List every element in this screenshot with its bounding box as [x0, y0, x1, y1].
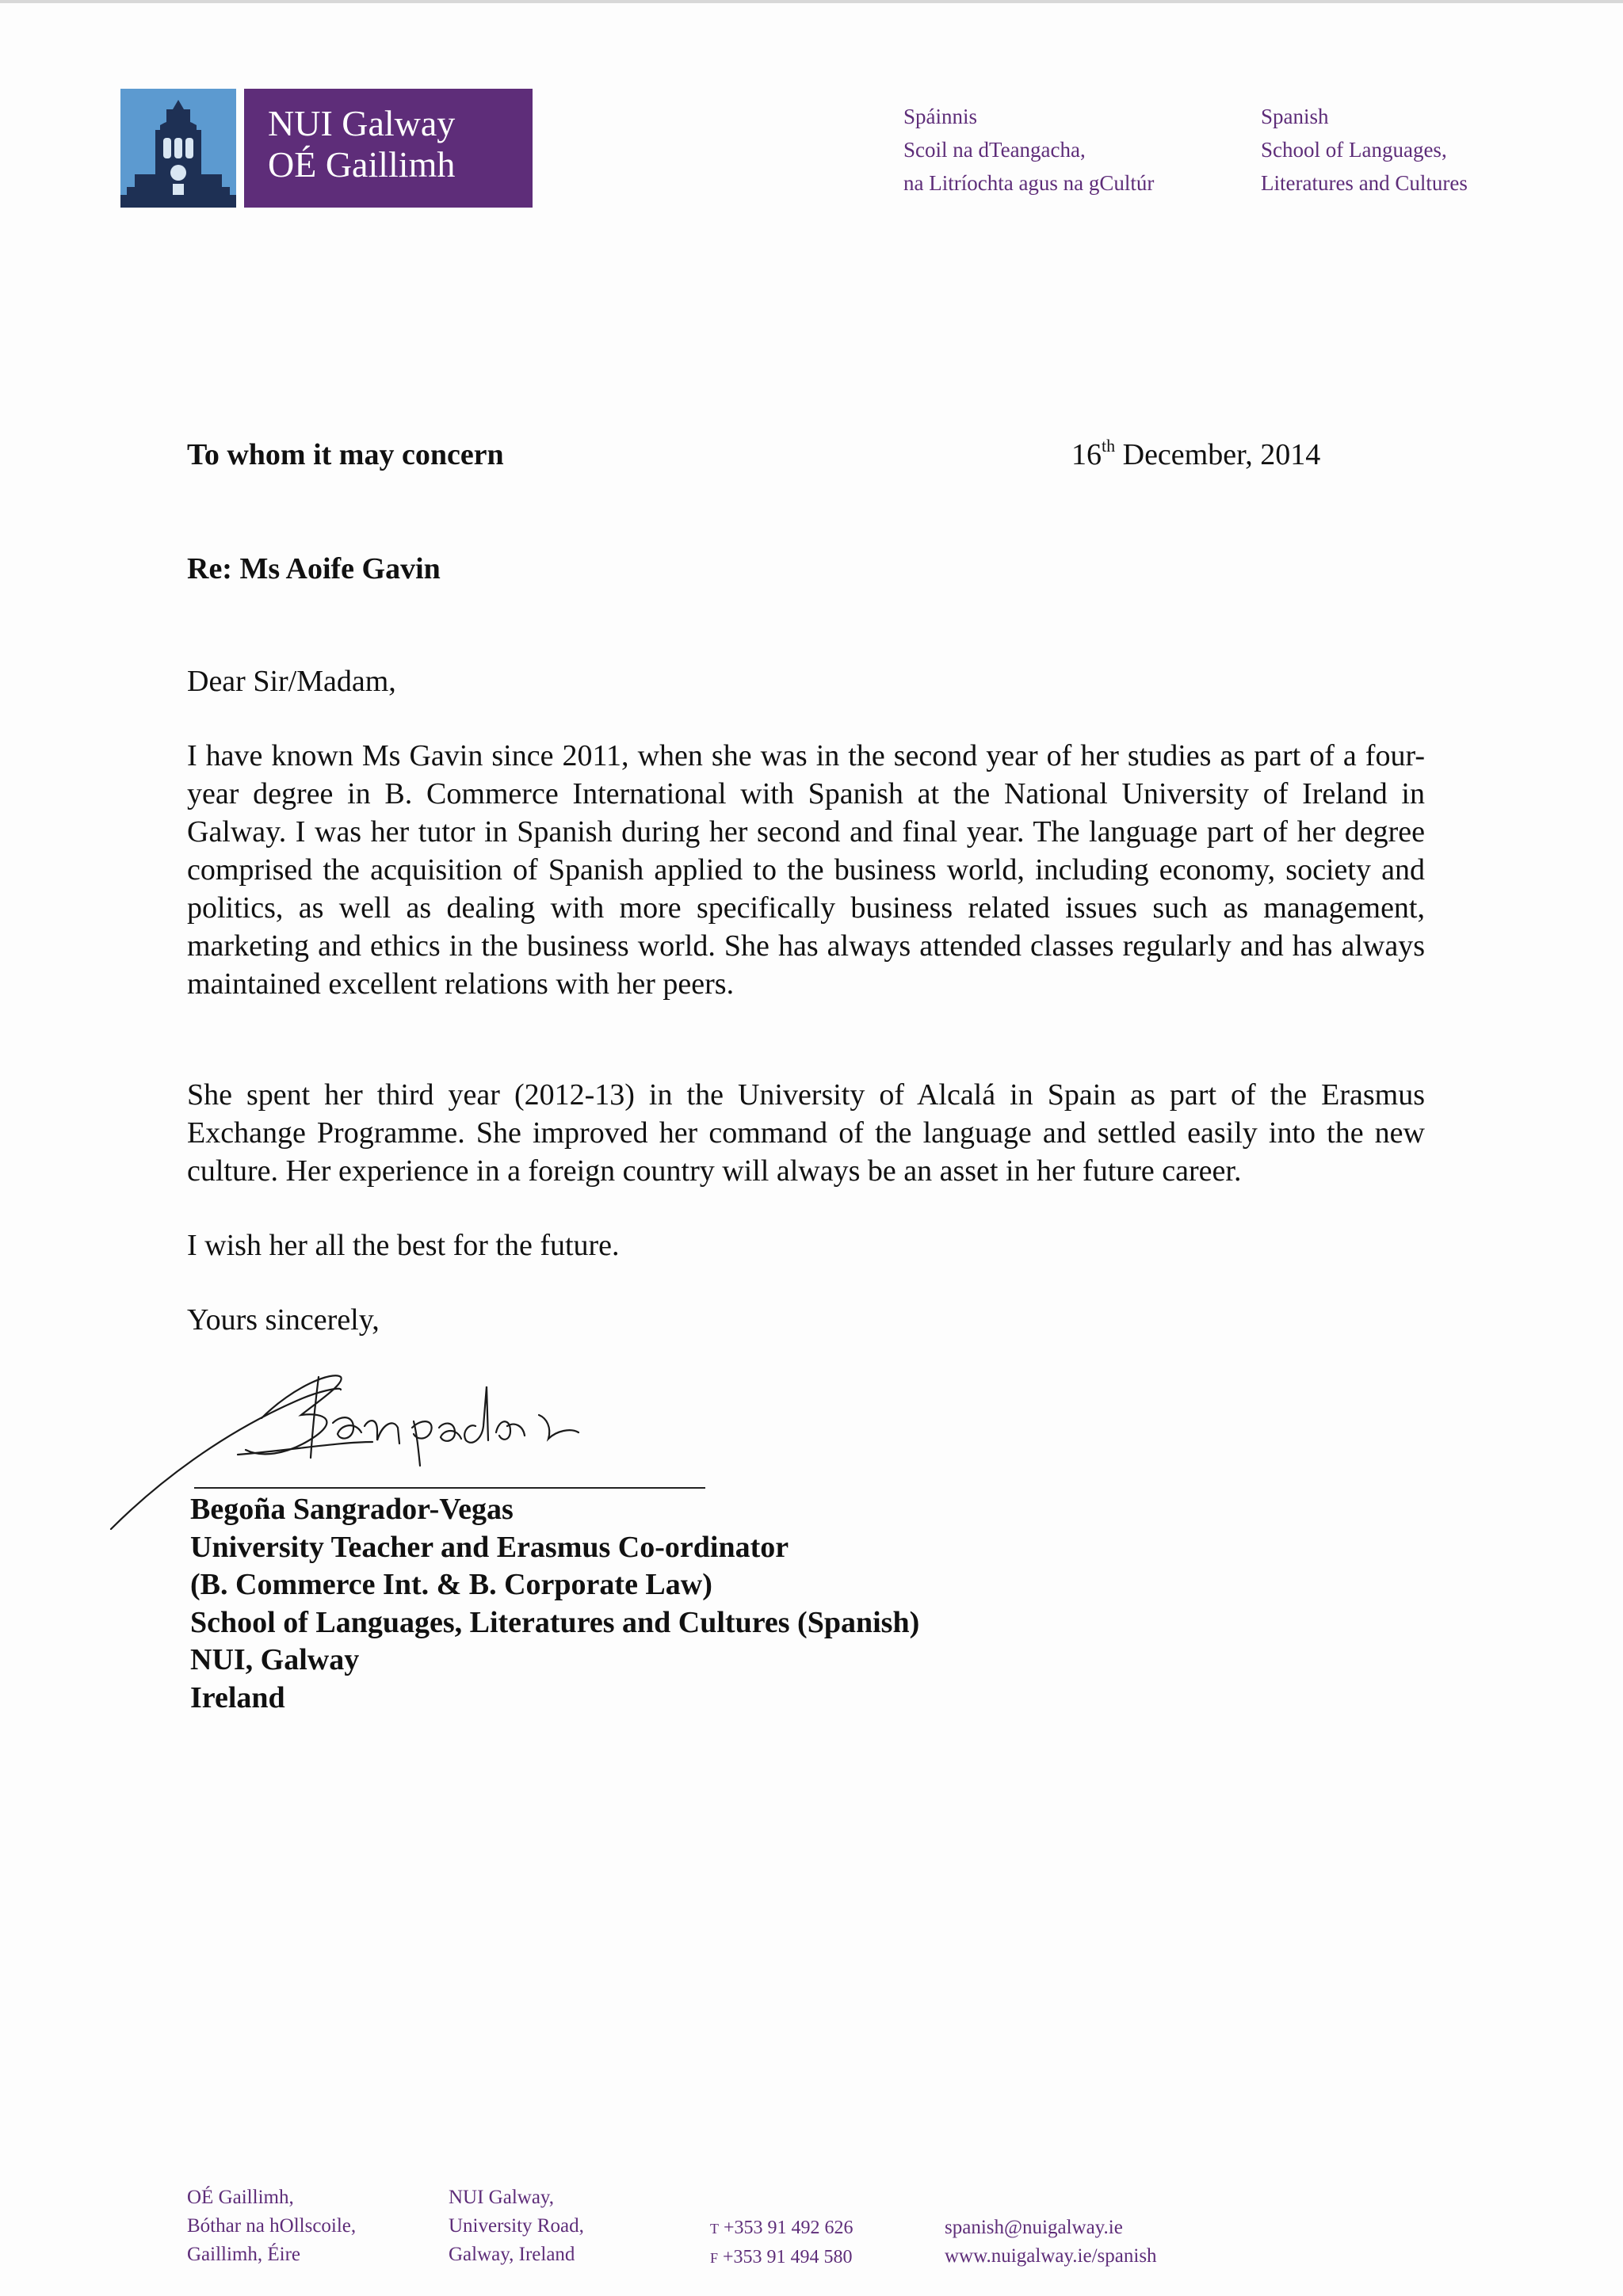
- signatory-university: NUI, Galway: [190, 1643, 360, 1676]
- footer-line: University Road,: [449, 2215, 584, 2237]
- footer-line: NUI Galway,: [449, 2187, 555, 2208]
- logo-name-english: NUI Galway: [268, 103, 456, 143]
- footer-line: OÉ Gaillimh,: [187, 2187, 294, 2208]
- footer-address-irish: [187, 2183, 356, 2269]
- footer-fax: [710, 2243, 854, 2272]
- signatory-name: Begoña Sangrador-Vegas: [190, 1493, 514, 1526]
- signatory-programmes: (B. Commerce Int. & B. Corporate Law): [190, 1568, 712, 1601]
- footer-email: spanish@nuigalway.ie: [945, 2217, 1123, 2238]
- dept-irish-line: Spáinnis: [903, 105, 978, 128]
- dept-english-line: Spanish: [1261, 105, 1329, 128]
- footer-address-english: [449, 2183, 584, 2269]
- body-paragraph: She spent her third year (2012-13) in the University of Alcalá in Spain as part of the Erasmus Exchange Programme. She improved her command of the language and settled easily into the new culture. Her experience in a foreign country will always be an asset in her future career.: [187, 1078, 1425, 1188]
- footer-contact: [945, 2214, 1157, 2271]
- footer-line: Gaillimh, Éire: [187, 2244, 301, 2265]
- footer-line: Galway, Ireland: [449, 2244, 575, 2265]
- footer-telephone: [710, 2214, 854, 2243]
- footer-website: www.nuigalway.ie/spanish: [945, 2245, 1157, 2267]
- department-irish: [903, 100, 1154, 200]
- university-logo: [120, 89, 533, 208]
- letter-date: [1071, 436, 1320, 472]
- fax-label: F: [710, 2250, 719, 2266]
- date-rest: December, 2014: [1115, 438, 1321, 471]
- footer-phone: [710, 2214, 854, 2272]
- telephone-label: T: [710, 2221, 719, 2237]
- date-suffix: th: [1102, 436, 1116, 456]
- dept-irish-line: Scoil na dTeangacha,: [903, 138, 1086, 162]
- clock-tower-icon: [120, 89, 236, 208]
- recipient-line: To whom it may concern: [187, 438, 504, 471]
- body-paragraph: I wish her all the best for the future.: [187, 1229, 620, 1262]
- logo-name-irish: OÉ Gaillimh: [268, 144, 456, 185]
- body-paragraph: I have known Ms Gavin since 2011, when she was in the second year of her studies as part of a four-year degree in B. Commerce International with Spanish at the National University of Ireland in Galway. I was her tutor in Spanish during her second and final year. The language part of her degree comprised the acquisition of Spanish applied to the business world, including economy, society and politics, as well as dealing with more specifically business related issues such as management, marketing and ethics in the business world. She has always attended classes regularly and has always maintained excellent relations with her peers.: [187, 739, 1425, 1001]
- logo-wordmark: [244, 89, 533, 208]
- signatory-title: University Teacher and Erasmus Co-ordinator: [190, 1530, 789, 1564]
- department-english: [1261, 100, 1468, 200]
- signatory-country: Ireland: [190, 1680, 285, 1714]
- dept-irish-line: na Litríochta agus na gCultúr: [903, 171, 1155, 195]
- fax-number: +353 91 494 580: [723, 2247, 853, 2267]
- salutation: Dear Sir/Madam,: [187, 665, 396, 698]
- date-day: 16: [1071, 438, 1102, 471]
- signatory-school: School of Languages, Literatures and Cultures (Spanish): [190, 1605, 920, 1639]
- dept-english-line: School of Languages,: [1261, 138, 1447, 162]
- signatory-block: [190, 1491, 919, 1717]
- closing: Yours sincerely,: [187, 1303, 380, 1337]
- page-top-edge: [0, 0, 1623, 3]
- subject-line: Re: Ms Aoife Gavin: [187, 552, 441, 585]
- dept-english-line: Literatures and Cultures: [1261, 171, 1468, 195]
- footer-line: Bóthar na hOllscoile,: [187, 2215, 357, 2237]
- telephone-number: +353 91 492 626: [724, 2218, 854, 2238]
